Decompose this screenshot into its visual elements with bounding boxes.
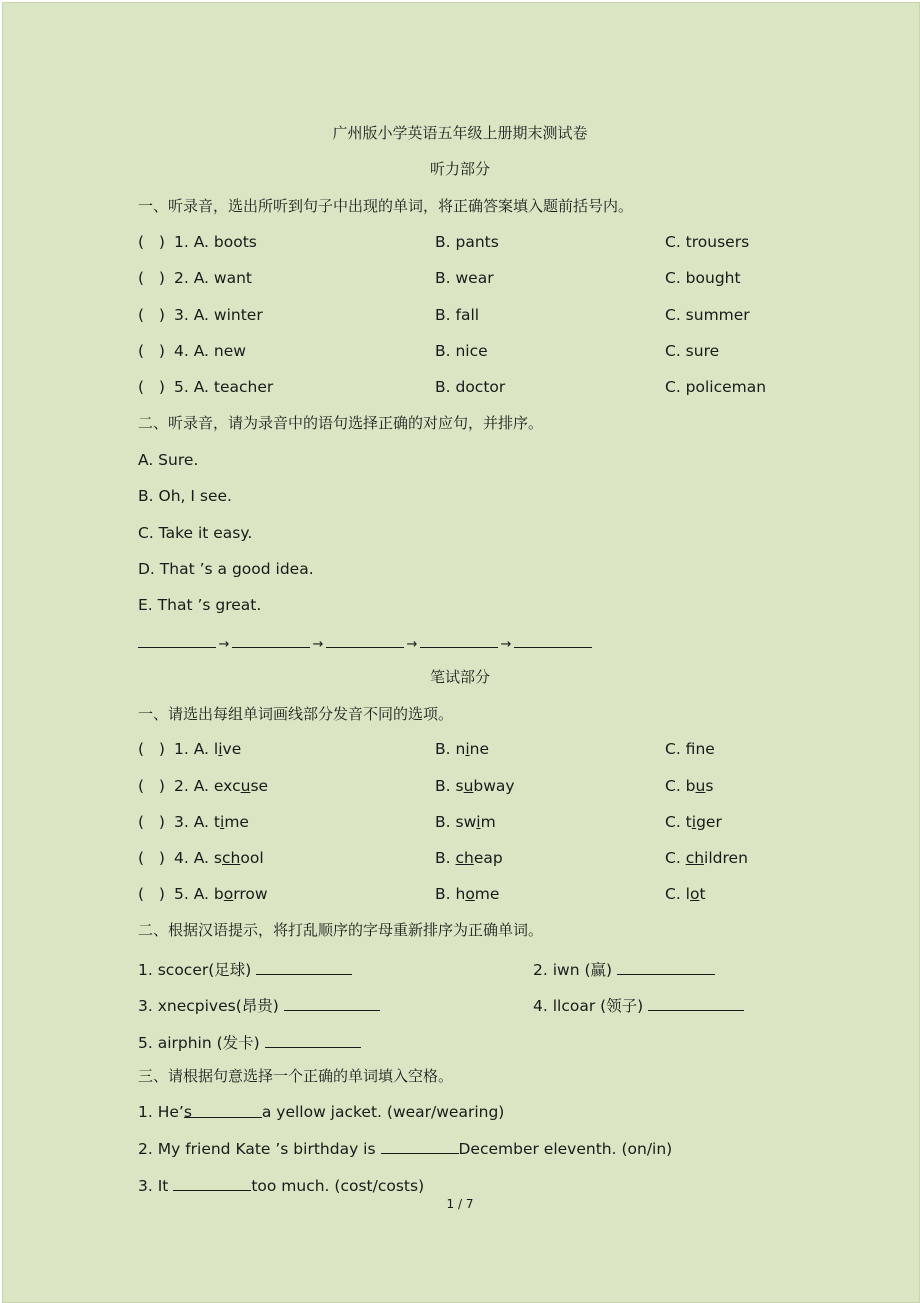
unscramble-prompt: 1. scocer(足球) bbox=[138, 961, 252, 979]
response-option-e: E. That ’s great. bbox=[138, 596, 262, 614]
option-c: C. bought bbox=[665, 269, 741, 287]
answer-blank[interactable] bbox=[617, 960, 715, 975]
phonics-q1: ( ) 1. A. live B. nine C. fne bbox=[138, 740, 715, 758]
option-a: winter bbox=[213, 306, 263, 324]
fill-blank-q2: 2. My friend Kate ’s birthday is December eleventh. (on/in) bbox=[138, 1140, 673, 1158]
response-option-a: A. Sure. bbox=[138, 451, 199, 469]
section-title-listening: 听力部分 bbox=[429, 160, 490, 178]
section-title-writing: 笔试部分 bbox=[429, 668, 490, 686]
listening-q3: ( ) 3. A. winter B. fall C. summer bbox=[138, 306, 750, 324]
option-c: C. trousers bbox=[665, 233, 750, 251]
response-option-d: D. That ’s a good idea. bbox=[138, 560, 314, 578]
unscramble-prompt: 3. xnecpives(昂贵) bbox=[138, 997, 279, 1015]
option-b: B. fall bbox=[435, 306, 480, 324]
arrow-icon: → bbox=[312, 637, 324, 652]
phonics-q5: ( ) 5. A. borrow B. home C. lot bbox=[138, 885, 706, 903]
option-b: B. nice bbox=[435, 342, 488, 360]
option-a: boots bbox=[213, 233, 257, 251]
listening-part2-heading: 二、听录音，请为录音中的语句选择正确的对应句，并排序。 bbox=[138, 414, 544, 432]
option-c: C. sure bbox=[665, 342, 720, 360]
answer-blank[interactable]: s bbox=[184, 1103, 262, 1118]
unscramble-prompt: 2. iwn (赢) bbox=[533, 961, 613, 979]
option-b: B. doctor bbox=[435, 378, 506, 396]
phonics-q3: ( ) 3. A. time B. swim C. tiger bbox=[138, 813, 722, 831]
fill-blank-q3: 3. It too much. (cost/costs) bbox=[138, 1177, 425, 1195]
phonics-q2: ( ) 2. A. excuse B. subway C. bus bbox=[138, 777, 714, 795]
answer-blank[interactable] bbox=[173, 1176, 251, 1191]
phonics-q4: ( ) 4. A. school B. cheap C. children bbox=[138, 849, 748, 867]
answer-blank[interactable] bbox=[514, 634, 592, 648]
order-answer-row bbox=[138, 634, 592, 652]
listening-q1: ( ) 1. A. boots B. pants C. trousers bbox=[138, 233, 750, 251]
arrow-icon: → bbox=[218, 637, 230, 652]
option-a: teacher bbox=[213, 378, 274, 396]
option-c: C. policeman bbox=[665, 378, 767, 396]
answer-blank[interactable] bbox=[648, 996, 744, 1011]
listening-q4: ( ) 4. A. new B. nice C. sure bbox=[138, 342, 720, 360]
option-b: B. pants bbox=[435, 233, 499, 251]
listening-part1-heading: 一、听录音，选出所听到句子中出现的单词，将正确答案填入题前括号内。 bbox=[138, 197, 634, 215]
answer-blank[interactable] bbox=[138, 634, 216, 648]
listening-q5: ( ) 5. A. teacher B. doctor C. policeman bbox=[138, 378, 767, 396]
page-number: 1 / 7 bbox=[446, 1197, 474, 1211]
option-a: want bbox=[213, 269, 252, 287]
writing-part2-heading: 二、根据汉语提示，将打乱顺序的字母重新排序为正确单词。 bbox=[138, 921, 544, 939]
arrow-icon: → bbox=[500, 637, 512, 652]
unscramble-prompt: 5. airphin (发卡) bbox=[138, 1034, 260, 1052]
listening-q2: ( ) 2. A. want B. wear C. bought bbox=[138, 269, 741, 287]
option-c: C. summer bbox=[665, 306, 750, 324]
arrow-icon: → bbox=[406, 637, 418, 652]
response-option-b: B. Oh, I see. bbox=[138, 487, 232, 505]
answer-blank[interactable] bbox=[420, 634, 498, 648]
answer-blank[interactable] bbox=[265, 1033, 361, 1048]
answer-blank[interactable] bbox=[381, 1139, 459, 1154]
writing-part1-heading: 一、请选出每组单词画线部分发音不同的选项。 bbox=[138, 705, 454, 723]
writing-part3-heading: 三、请根据句意选择一个正确的单词填入空格。 bbox=[138, 1067, 454, 1085]
answer-blank[interactable] bbox=[256, 960, 352, 975]
answer-blank[interactable] bbox=[232, 634, 310, 648]
fill-blank-q1: 1. He’s a yellow jacket. (wear/wearing) bbox=[138, 1103, 505, 1121]
option-b: B. wear bbox=[435, 269, 494, 287]
option-a: new bbox=[213, 342, 246, 360]
unscramble-prompt: 4. llcoar (领子) bbox=[533, 997, 644, 1015]
page-title: 广州版小学英语五年级上册期末测试卷 bbox=[332, 124, 588, 142]
response-option-c: C. Take it easy. bbox=[138, 524, 253, 542]
answer-blank[interactable] bbox=[284, 996, 380, 1011]
answer-blank[interactable] bbox=[326, 634, 404, 648]
